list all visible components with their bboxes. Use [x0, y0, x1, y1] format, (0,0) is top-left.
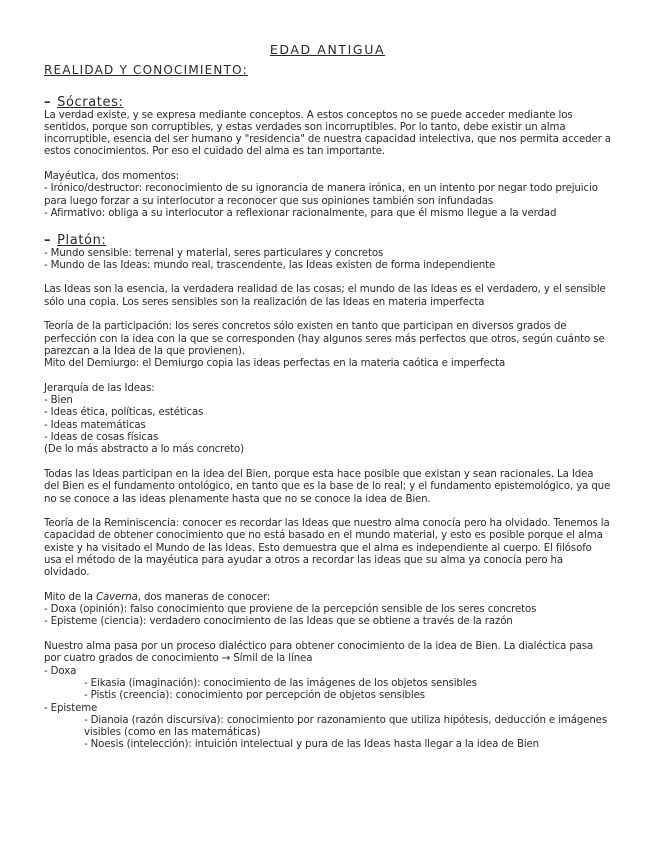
- page-title: EDAD ANTIGUA: [269, 42, 386, 57]
- list-item: - Doxa (opinión): falso conocimiento que proviene de la percepción sensible de los seres concretos: [44, 604, 537, 616]
- heading-dash: –: [44, 232, 52, 248]
- list-item: - Dianoia (razón discursiva): conocimiento por razonamiento que utiliza hipótesis, deducción e imágenes visibles (como en las matemáticas): [84, 714, 608, 739]
- list-item-doxa: - Doxa: [44, 665, 77, 677]
- caverna-title-pre: Mito de la: [44, 591, 97, 603]
- mayeutica-item-1: - Irónico/destructor: reconocimiento de su ignorancia de manera irónica, en un intento por negar todo prejuicio para luego forzar a su interlocutor a reconocer que sus opiniones también son infundadas: [44, 183, 598, 207]
- dialectico-paragraph: Nuestro alma pasa por un proceso dialéctico para obtener conocimiento de la idea de Bien. La dialéctica pasa por cuatro grados de conocimiento → Símil de la línea: [44, 641, 594, 665]
- bien-paragraph: Todas las Ideas participan en la idea del Bien, porque esta hace posible que existan y sean racionales. La Idea del Bien es el fundamento ontológico, en tanto que es la base de lo real; y el fundamento epistemológico, ya que no se conoce a las ideas plenamente hasta que no se conoce la idea de Bien.: [44, 468, 611, 505]
- list-item: - Episteme (ciencia): verdadero conocimiento de las Ideas que se obtiene a través de la razón: [44, 616, 513, 628]
- list-item: - Pistis (creencia): conocimiento por percepción de objetos sensibles: [84, 690, 425, 702]
- heading-platon: [44, 233, 611, 248]
- caverna-title: [44, 592, 611, 604]
- heading-platon-label: Platón:: [57, 232, 107, 248]
- heading-dash: –: [44, 94, 52, 110]
- list-item: - Mundo de las Ideas: mundo real, trascendente, las Ideas existen de forma independiente: [44, 259, 496, 271]
- list-item: - Ideas de cosas físicas: [44, 432, 159, 444]
- caverna-title-post: , dos maneras de conocer:: [137, 591, 271, 603]
- mayeutica-item-2: - Afirmativo: obliga a su interlocutor a reflexionar racionalmente, para que él mismo llegue a la verdad: [44, 207, 557, 219]
- reminiscencia-paragraph: Teoría de la Reminiscencia: conocer es recordar las Ideas que nuestro alma conocía pero ha olvidado. Tenemos la capacidad de obtener conocimiento que no está basado en el mundo material, y esto es posible porque el alma existe y ha visitado el Mundo de las Ideas. Esto demuestra que el alma es independiente al cuerpo. El filósofo usa el método de la mayéutica para ayudar a otros a recordar las ideas que su alma ya conocía pero ha olvidado.: [44, 518, 610, 579]
- section-title-realidad: REALIDAD Y CONOCIMIENTO:: [44, 63, 248, 78]
- list-item: (De lo más abstracto a lo más concreto): [44, 444, 244, 456]
- list-item: - Noesis (intelección): intuición intelectual y pura de las Ideas hasta llegar a la idea de Bien: [84, 739, 540, 751]
- socrates-intro: La verdad existe, y se expresa mediante conceptos. A estos conceptos no se puede acceder mediante los sentidos, porque son corruptibles, y estas verdades son incorruptibles. Por lo tanto, debe existir un alma incorruptible, esencia del ser humano y "residencia" de nuestra capacidad intelectiva, que nos permita acceder a estos conocimientos. Por eso el cuidado del alma es tan importante.: [44, 109, 611, 158]
- linea-list: [44, 666, 611, 752]
- ideas-esencia-paragraph: Las Ideas son la esencia, la verdadera realidad de las cosas; el mundo de las Ideas es el verdadero, y el sensible sólo una copia. Los seres sensibles son la realización de las Ideas en materia imperfecta: [44, 284, 606, 308]
- list-item: - Ideas ética, políticas, estéticas: [44, 407, 204, 419]
- list-item-episteme: - Episteme: [44, 702, 98, 714]
- heading-socrates: [44, 95, 611, 110]
- mayeutica-title: Mayéutica, dos momentos:: [44, 171, 180, 183]
- list-item: - Eikasia (imaginación): conocimiento de las imágenes de los objetos sensibles: [84, 677, 477, 689]
- list-item: - Bien: [44, 395, 73, 407]
- caverna-title-italic: Caverna: [96, 591, 138, 603]
- caverna-list: [44, 604, 611, 629]
- jerarquia-title: Jerarquía de las Ideas:: [44, 382, 155, 394]
- list-item: - Ideas matemáticas: [44, 419, 146, 431]
- demiurgo-paragraph: Mito del Demiurgo: el Demiurgo copia las ideas perfectas en la materia caótica e imperfecta: [44, 358, 506, 370]
- participacion-paragraph: Teoría de la participación: los seres concretos sólo existen en tanto que participan en diversos grados de perfección con la idea con la que se corresponden (hay algunos seres más perfectos que otros, según cuánto se parezcan a la Idea de la que provienen).: [44, 321, 605, 357]
- jerarquia-list: [44, 395, 611, 456]
- heading-socrates-label: Sócrates:: [57, 94, 124, 110]
- list-item: - Mundo sensible: terrenal y material, seres particulares y concretos: [44, 247, 384, 259]
- mundos-list: [44, 248, 611, 273]
